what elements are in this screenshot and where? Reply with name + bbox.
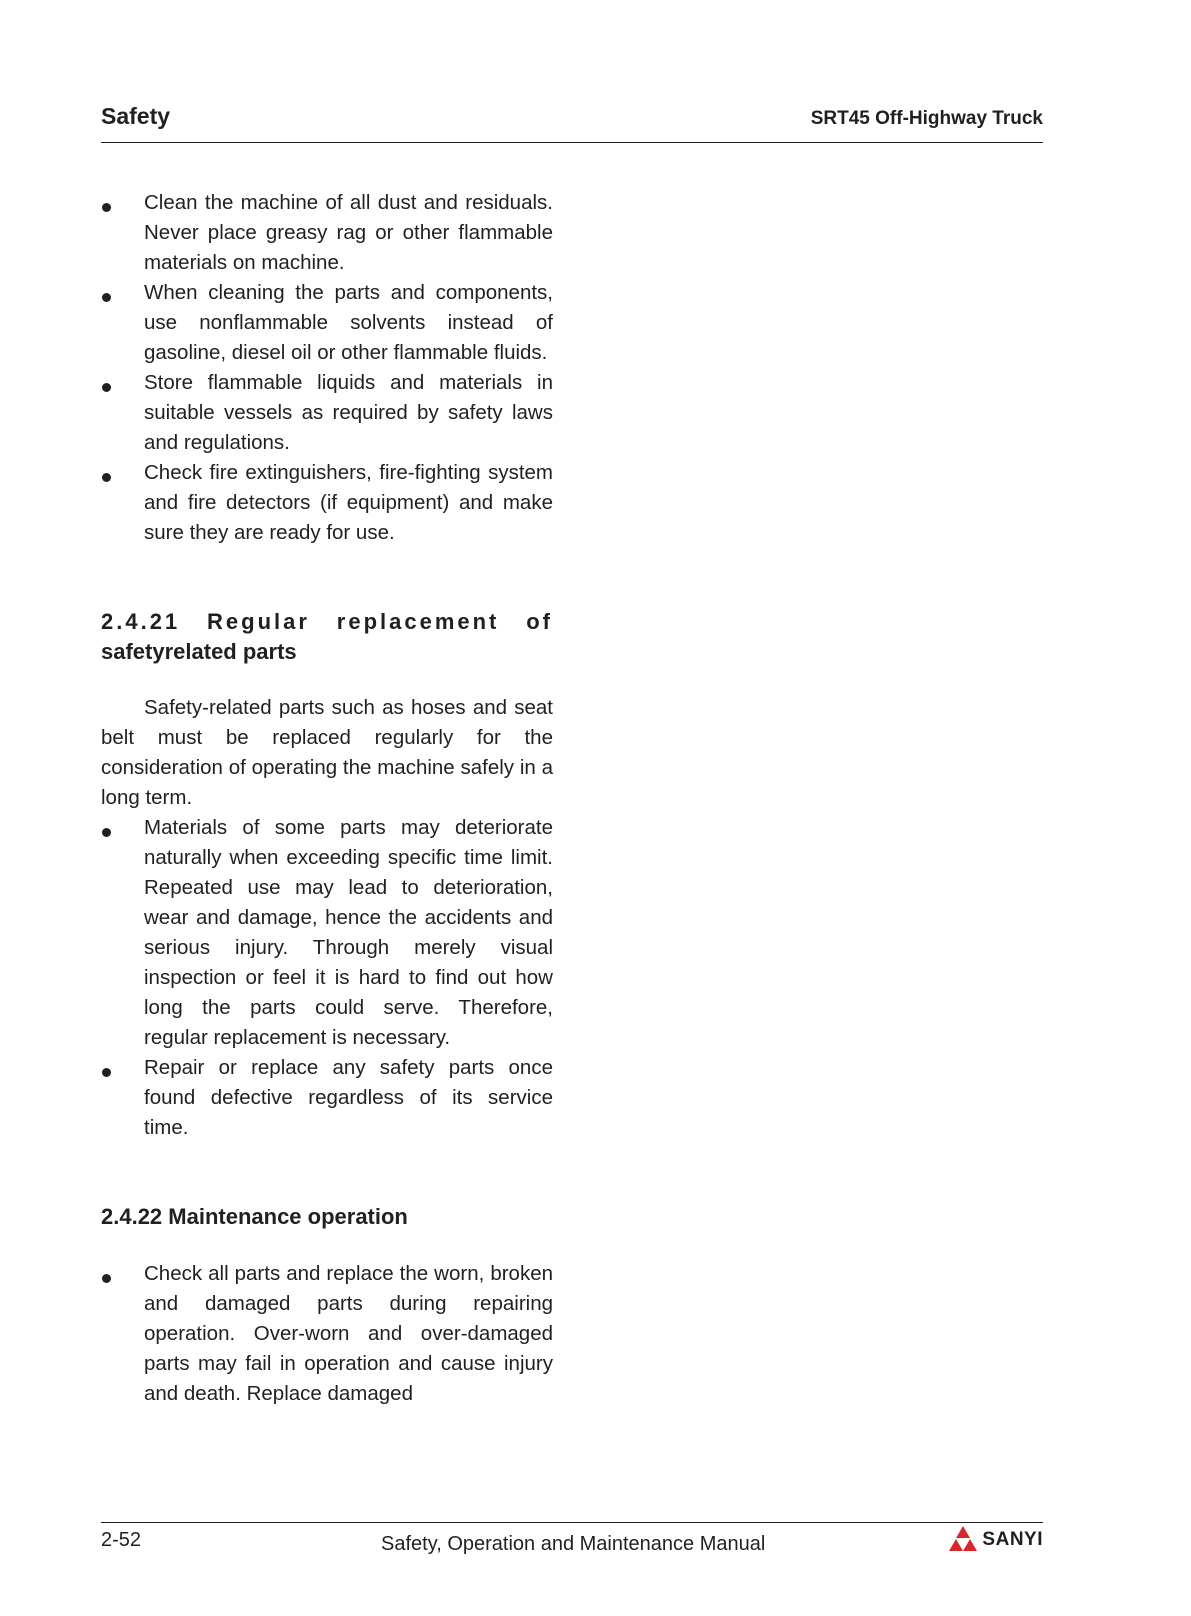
section-heading-2421	[101, 607, 553, 667]
page-number: 2-52	[101, 1529, 142, 1551]
list-item: Check fire extinguishers, fire-fighting system and fire detectors (if equipment) and make sure they are ready for use.	[101, 458, 553, 548]
list-item: Clean the machine of all dust and residuals. Never place greasy rag or other flammable materials on machine.	[101, 188, 553, 278]
brand-name: SANYI	[982, 1529, 1043, 1550]
list-item: When cleaning the parts and components, use nonflammable solvents instead of gasoline, diesel oil or other flammable fluids.	[101, 278, 553, 368]
header-document-title: SRT45 Off-Highway Truck	[810, 108, 1043, 129]
brand-logo	[948, 1525, 1043, 1555]
header-section-title: Safety	[101, 103, 171, 129]
section-heading-line: safetyrelated parts	[101, 639, 297, 664]
page-content	[101, 188, 553, 1409]
maintenance-list	[101, 1259, 553, 1409]
replacement-list	[101, 813, 553, 1143]
sanyi-logo-icon	[948, 1525, 978, 1555]
section-intro-paragraph: Safety-related parts such as hoses and seat belt must be replaced regularly for the consideration of operating the machine safely in a long term.	[101, 696, 553, 809]
fire-safety-list	[101, 188, 553, 548]
list-item: Check all parts and replace the worn, broken and damaged parts during repairing operation. Over-worn and over-damaged parts may fail in operation and cause injury and death. Replace damaged	[101, 1259, 553, 1409]
list-item: Materials of some parts may deteriorate naturally when exceeding specific time limit. Repeated use may lead to deterioration, wear and damage, hence the accidents and serious injury. Through merely visual inspection or feel it is hard to find out how long the parts could serve. Therefore, regular replacement is necessary.	[101, 813, 553, 1053]
list-item: Store flammable liquids and materials in suitable vessels as required by safety laws and regulations.	[101, 368, 553, 458]
section-heading-line: 2.4.21 Regular replacement of	[101, 609, 553, 634]
section-heading-2422: 2.4.22 Maintenance operation	[101, 1204, 408, 1229]
page-footer	[101, 1522, 1043, 1573]
footer-manual-title: Safety, Operation and Maintenance Manual	[381, 1533, 766, 1555]
list-item: Repair or replace any safety parts once found defective regardless of its service time.	[101, 1053, 553, 1143]
page-header	[101, 100, 1043, 143]
